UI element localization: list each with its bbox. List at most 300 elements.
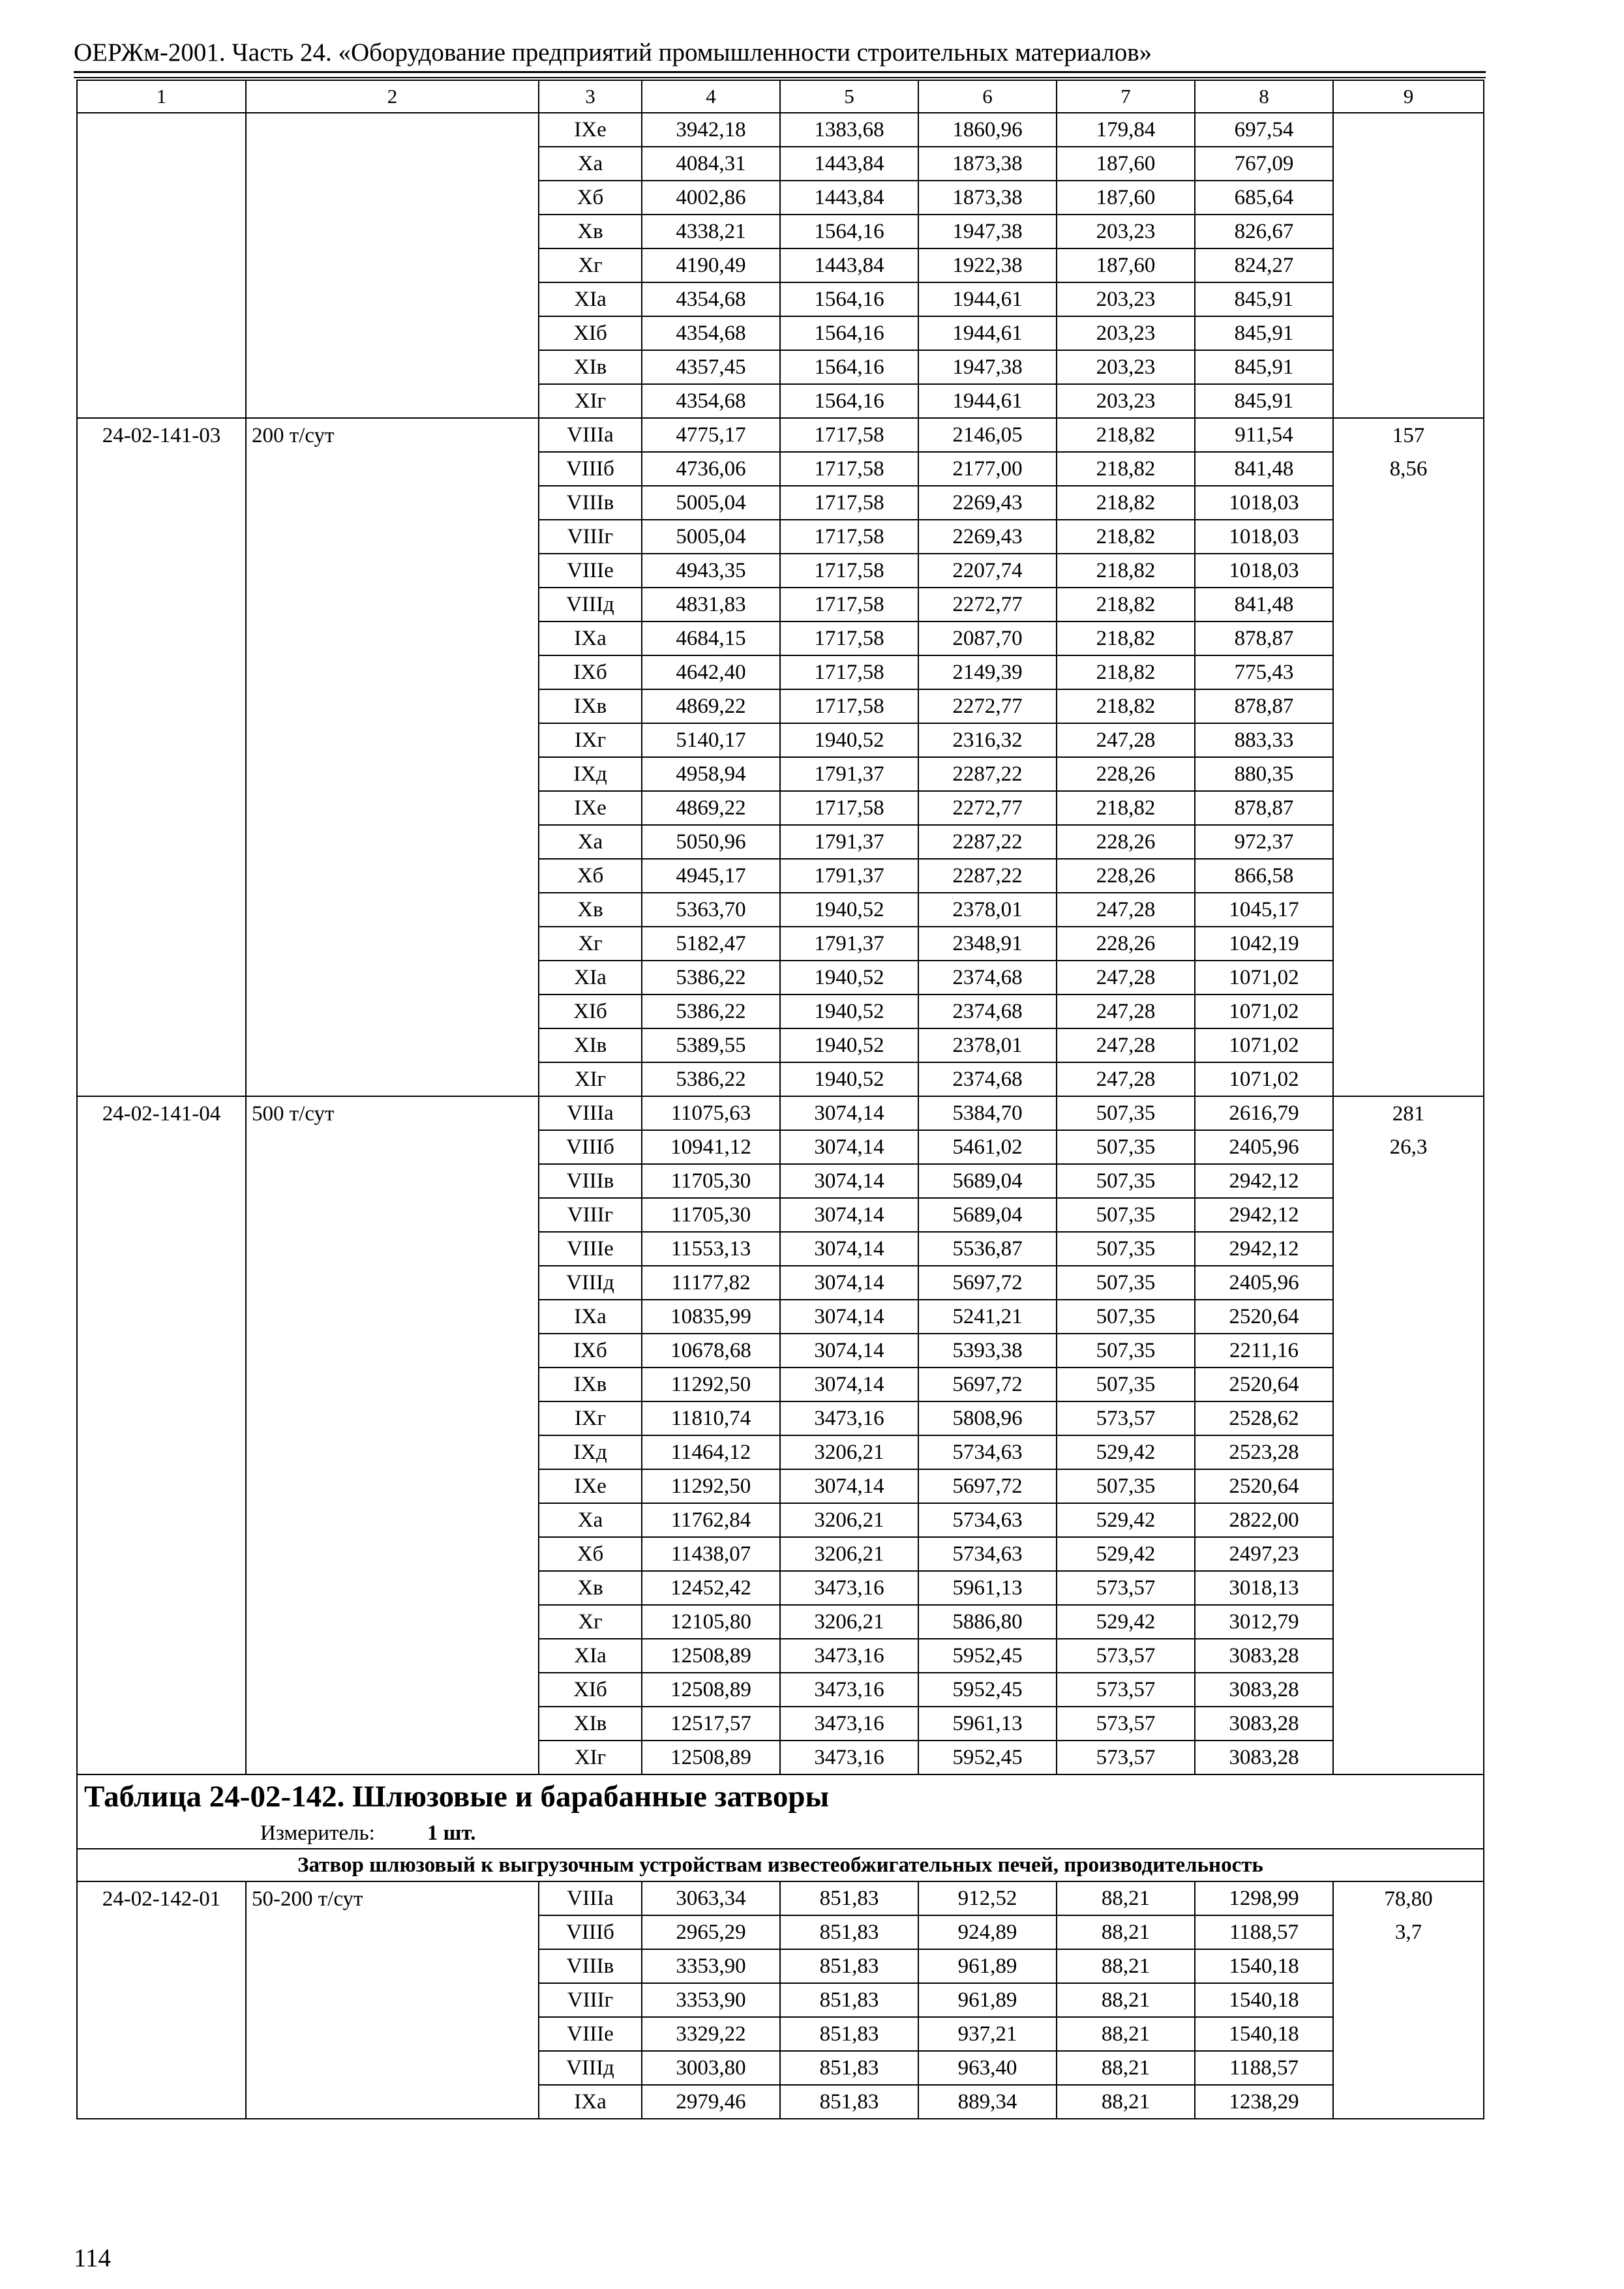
item-name (246, 2085, 539, 2119)
value-cell: 2374,68 (918, 995, 1057, 1028)
item-name (246, 520, 539, 554)
value-cell: 247,28 (1057, 961, 1195, 995)
item-code (77, 1571, 246, 1605)
zone-cell: IXв (539, 689, 642, 723)
value-cell: 507,35 (1057, 1266, 1195, 1300)
table-row (77, 995, 1484, 1028)
zone-cell: IXг (539, 1401, 642, 1435)
table-row (77, 1232, 1484, 1266)
item-name (246, 757, 539, 791)
value-cell: 2269,43 (918, 486, 1057, 520)
value-cell: 1443,84 (780, 147, 918, 181)
item-name (246, 1741, 539, 1774)
value-cell: 218,82 (1057, 655, 1195, 689)
value-cell: 228,26 (1057, 927, 1195, 961)
value-cell: 2272,77 (918, 588, 1057, 621)
table-row (77, 1881, 1484, 1915)
table-row (77, 1300, 1484, 1334)
value-cell: 4736,06 (642, 452, 780, 486)
extra-cell (1333, 927, 1484, 961)
value-cell: 963,40 (918, 2051, 1057, 2085)
value-cell: 1940,52 (780, 995, 918, 1028)
table-title: Таблица 24-02-142. Шлюзовые и барабанные затворы (77, 1774, 1484, 1818)
zone-cell: IXе (539, 113, 642, 147)
value-cell: 3083,28 (1195, 1639, 1333, 1673)
value-cell: 845,91 (1195, 350, 1333, 384)
value-cell: 1791,37 (780, 825, 918, 859)
item-code (77, 181, 246, 215)
item-name: 50-200 т/сут (246, 1881, 539, 1915)
value-cell: 1540,18 (1195, 1983, 1333, 2017)
item-name (246, 1469, 539, 1503)
value-cell: 5697,72 (918, 1469, 1057, 1503)
value-cell: 866,58 (1195, 859, 1333, 893)
item-name (246, 181, 539, 215)
value-cell: 1717,58 (780, 520, 918, 554)
value-cell: 851,83 (780, 1983, 918, 2017)
item-code (77, 384, 246, 418)
value-cell: 5808,96 (918, 1401, 1057, 1435)
extra-cell (1333, 2051, 1484, 2085)
value-cell: 573,57 (1057, 1673, 1195, 1707)
value-cell: 5393,38 (918, 1334, 1057, 1368)
value-cell: 3018,13 (1195, 1571, 1333, 1605)
value-cell: 3473,16 (780, 1707, 918, 1741)
value-cell: 1944,61 (918, 384, 1057, 418)
value-cell: 203,23 (1057, 215, 1195, 248)
table-row (77, 486, 1484, 520)
table-row (77, 384, 1484, 418)
table-row (77, 520, 1484, 554)
value-cell: 5952,45 (918, 1673, 1057, 1707)
value-cell: 3353,90 (642, 1949, 780, 1983)
zone-cell: XIв (539, 1707, 642, 1741)
column-number: 6 (918, 80, 1057, 113)
table-row (77, 554, 1484, 588)
value-cell: 2348,91 (918, 927, 1057, 961)
zone-cell: XIа (539, 282, 642, 316)
value-cell: 1188,57 (1195, 1915, 1333, 1949)
item-name (246, 1300, 539, 1334)
value-cell: 247,28 (1057, 995, 1195, 1028)
zone-cell: Xб (539, 181, 642, 215)
value-cell: 1443,84 (780, 248, 918, 282)
value-cell: 5689,04 (918, 1198, 1057, 1232)
value-cell: 218,82 (1057, 486, 1195, 520)
table-row (77, 282, 1484, 316)
item-code (77, 1949, 246, 1983)
item-name (246, 1266, 539, 1300)
value-cell: 3206,21 (780, 1537, 918, 1571)
zone-cell: VIIIб (539, 1130, 642, 1164)
value-cell: 218,82 (1057, 520, 1195, 554)
header-rule-thin (74, 77, 1486, 78)
item-name (246, 452, 539, 486)
value-cell: 11438,07 (642, 1537, 780, 1571)
value-cell: 826,67 (1195, 215, 1333, 248)
value-cell: 218,82 (1057, 554, 1195, 588)
value-cell: 851,83 (780, 1949, 918, 1983)
item-name (246, 1503, 539, 1537)
zone-cell: IXв (539, 1368, 642, 1401)
extra-cell (1333, 520, 1484, 554)
table-row (77, 1368, 1484, 1401)
value-cell: 2942,12 (1195, 1164, 1333, 1198)
value-cell: 841,48 (1195, 452, 1333, 486)
zone-cell: VIIIв (539, 1164, 642, 1198)
item-code (77, 588, 246, 621)
value-cell: 1540,18 (1195, 1949, 1333, 1983)
value-cell: 3206,21 (780, 1605, 918, 1639)
extra-cell (1333, 486, 1484, 520)
item-name (246, 384, 539, 418)
value-cell: 2523,28 (1195, 1435, 1333, 1469)
value-cell: 775,43 (1195, 655, 1333, 689)
zone-cell: VIIIа (539, 1096, 642, 1130)
item-name (246, 2051, 539, 2085)
extra-cell (1333, 1639, 1484, 1673)
item-code: 24-02-141-04 (77, 1096, 246, 1130)
value-cell: 4869,22 (642, 689, 780, 723)
value-cell: 3074,14 (780, 1300, 918, 1334)
value-cell: 961,89 (918, 1983, 1057, 2017)
item-code (77, 520, 246, 554)
zone-cell: XIг (539, 384, 642, 418)
table-row (77, 2017, 1484, 2051)
table-row (77, 248, 1484, 282)
value-cell: 3074,14 (780, 1266, 918, 1300)
item-name (246, 1368, 539, 1401)
value-cell: 3942,18 (642, 113, 780, 147)
extra-cell (1333, 1537, 1484, 1571)
item-name (246, 1062, 539, 1096)
extra-cell (1333, 961, 1484, 995)
value-cell: 5241,21 (918, 1300, 1057, 1334)
value-cell: 529,42 (1057, 1435, 1195, 1469)
value-cell: 883,33 (1195, 723, 1333, 757)
item-code (77, 248, 246, 282)
measure-cell (77, 1818, 1484, 1849)
value-cell: 11292,50 (642, 1368, 780, 1401)
value-cell: 5182,47 (642, 927, 780, 961)
value-cell: 573,57 (1057, 1639, 1195, 1673)
item-name (246, 1232, 539, 1266)
table-row (77, 825, 1484, 859)
table-row (77, 621, 1484, 655)
extra-cell (1333, 1368, 1484, 1401)
extra-cell (1333, 588, 1484, 621)
value-cell: 3353,90 (642, 1983, 780, 2017)
extra-cell: 26,3 (1333, 1130, 1484, 1164)
item-code (77, 893, 246, 927)
value-cell: 3074,14 (780, 1096, 918, 1130)
zone-cell: VIIIе (539, 1232, 642, 1266)
value-cell: 2287,22 (918, 757, 1057, 791)
item-code (77, 1435, 246, 1469)
value-cell: 12508,89 (642, 1673, 780, 1707)
item-name (246, 2017, 539, 2051)
zone-cell: VIIIв (539, 486, 642, 520)
value-cell: 1922,38 (918, 248, 1057, 282)
extra-cell (1333, 316, 1484, 350)
value-cell: 4831,83 (642, 588, 780, 621)
value-cell: 5734,63 (918, 1537, 1057, 1571)
value-cell: 3063,34 (642, 1881, 780, 1915)
measure-row (77, 1818, 1484, 1849)
header-rule (74, 71, 1486, 73)
value-cell: 218,82 (1057, 452, 1195, 486)
table-row (77, 1915, 1484, 1949)
value-cell: 880,35 (1195, 757, 1333, 791)
item-name (246, 1915, 539, 1949)
value-cell: 2272,77 (918, 791, 1057, 825)
value-cell: 2207,74 (918, 554, 1057, 588)
table-row (77, 1401, 1484, 1435)
item-name (246, 859, 539, 893)
value-cell: 203,23 (1057, 350, 1195, 384)
value-cell: 1944,61 (918, 282, 1057, 316)
extra-cell: 78,80 (1333, 1881, 1484, 1915)
item-name (246, 791, 539, 825)
value-cell: 507,35 (1057, 1334, 1195, 1368)
value-cell: 507,35 (1057, 1198, 1195, 1232)
value-cell: 2520,64 (1195, 1300, 1333, 1334)
table-row (77, 1334, 1484, 1368)
item-code (77, 859, 246, 893)
value-cell: 1873,38 (918, 147, 1057, 181)
item-code (77, 215, 246, 248)
value-cell: 218,82 (1057, 588, 1195, 621)
item-code (77, 655, 246, 689)
value-cell: 573,57 (1057, 1741, 1195, 1774)
value-cell: 2520,64 (1195, 1469, 1333, 1503)
table-row (77, 1707, 1484, 1741)
value-cell: 507,35 (1057, 1368, 1195, 1401)
value-cell: 11705,30 (642, 1164, 780, 1198)
extra-cell (1333, 181, 1484, 215)
zone-cell: VIIIе (539, 2017, 642, 2051)
extra-cell (1333, 757, 1484, 791)
value-cell: 5952,45 (918, 1741, 1057, 1774)
value-cell: 203,23 (1057, 384, 1195, 418)
item-code (77, 1503, 246, 1537)
value-cell: 5697,72 (918, 1368, 1057, 1401)
table-row (77, 791, 1484, 825)
item-code (77, 1639, 246, 1673)
extra-cell: 281 (1333, 1096, 1484, 1130)
zone-cell: IXб (539, 655, 642, 689)
zone-cell: Xа (539, 147, 642, 181)
value-cell: 3083,28 (1195, 1741, 1333, 1774)
item-code (77, 791, 246, 825)
table-row (77, 1949, 1484, 1983)
value-cell: 841,48 (1195, 588, 1333, 621)
value-cell: 1383,68 (780, 113, 918, 147)
value-cell: 911,54 (1195, 418, 1333, 452)
zone-cell: XIб (539, 1673, 642, 1707)
item-code (77, 350, 246, 384)
value-cell: 1018,03 (1195, 520, 1333, 554)
value-cell: 5734,63 (918, 1503, 1057, 1537)
value-cell: 2965,29 (642, 1915, 780, 1949)
value-cell: 2378,01 (918, 1028, 1057, 1062)
item-code (77, 316, 246, 350)
value-cell: 4684,15 (642, 621, 780, 655)
table-row (77, 1673, 1484, 1707)
value-cell: 11705,30 (642, 1198, 780, 1232)
value-cell: 4642,40 (642, 655, 780, 689)
zone-cell: VIIIв (539, 1949, 642, 1983)
table-row (77, 588, 1484, 621)
extra-cell (1333, 791, 1484, 825)
item-code (77, 452, 246, 486)
value-cell: 1947,38 (918, 350, 1057, 384)
zone-cell: IXд (539, 1435, 642, 1469)
item-code (77, 757, 246, 791)
value-cell: 507,35 (1057, 1300, 1195, 1334)
item-name (246, 1401, 539, 1435)
item-name (246, 1605, 539, 1639)
table-row (77, 1605, 1484, 1639)
item-code (77, 1368, 246, 1401)
zone-cell: IXе (539, 791, 642, 825)
page-number: 114 (74, 2244, 112, 2272)
table-row (77, 859, 1484, 893)
value-cell: 851,83 (780, 2085, 918, 2119)
value-cell: 889,34 (918, 2085, 1057, 2119)
value-cell: 5536,87 (918, 1232, 1057, 1266)
extra-cell (1333, 384, 1484, 418)
value-cell: 1298,99 (1195, 1881, 1333, 1915)
value-cell: 2211,16 (1195, 1334, 1333, 1368)
extra-cell (1333, 995, 1484, 1028)
value-cell: 1717,58 (780, 554, 918, 588)
value-cell: 12105,80 (642, 1605, 780, 1639)
value-cell: 529,42 (1057, 1537, 1195, 1571)
value-cell: 187,60 (1057, 248, 1195, 282)
item-name: 500 т/сут (246, 1096, 539, 1130)
extra-cell (1333, 2017, 1484, 2051)
value-cell: 2087,70 (918, 621, 1057, 655)
item-code (77, 723, 246, 757)
value-cell: 5050,96 (642, 825, 780, 859)
value-cell: 3329,22 (642, 2017, 780, 2051)
value-cell: 1717,58 (780, 689, 918, 723)
item-code (77, 1164, 246, 1198)
value-cell: 4945,17 (642, 859, 780, 893)
extra-cell (1333, 1435, 1484, 1469)
value-cell: 2374,68 (918, 1062, 1057, 1096)
table-row (77, 1639, 1484, 1673)
value-cell: 88,21 (1057, 1983, 1195, 2017)
item-name (246, 147, 539, 181)
value-cell: 507,35 (1057, 1232, 1195, 1266)
extra-cell: 3,7 (1333, 1915, 1484, 1949)
item-code (77, 1915, 246, 1949)
value-cell: 5386,22 (642, 961, 780, 995)
value-cell: 5952,45 (918, 1639, 1057, 1673)
value-cell: 851,83 (780, 2017, 918, 2051)
extra-cell (1333, 1503, 1484, 1537)
item-code (77, 1198, 246, 1232)
item-name (246, 689, 539, 723)
extra-cell: 157 (1333, 418, 1484, 452)
value-cell: 4775,17 (642, 418, 780, 452)
section-row (77, 1849, 1484, 1881)
value-cell: 228,26 (1057, 825, 1195, 859)
value-cell: 218,82 (1057, 791, 1195, 825)
value-cell: 12517,57 (642, 1707, 780, 1741)
value-cell: 1791,37 (780, 757, 918, 791)
table-row (77, 2085, 1484, 2119)
value-cell: 851,83 (780, 1881, 918, 1915)
extra-cell (1333, 1164, 1484, 1198)
zone-cell: VIIIд (539, 1266, 642, 1300)
value-cell: 1018,03 (1195, 554, 1333, 588)
value-cell: 2405,96 (1195, 1130, 1333, 1164)
zone-cell: XIа (539, 1639, 642, 1673)
value-cell: 1717,58 (780, 621, 918, 655)
table-row (77, 757, 1484, 791)
price-table (76, 80, 1484, 2119)
item-code (77, 486, 246, 520)
value-cell: 1071,02 (1195, 1062, 1333, 1096)
value-cell: 2979,46 (642, 2085, 780, 2119)
table-row (77, 1469, 1484, 1503)
item-name (246, 248, 539, 282)
extra-cell (1333, 350, 1484, 384)
value-cell: 88,21 (1057, 2085, 1195, 2119)
item-code (77, 1983, 246, 2017)
extra-cell (1333, 893, 1484, 927)
item-code (77, 1673, 246, 1707)
table-row (77, 1741, 1484, 1774)
value-cell: 1188,57 (1195, 2051, 1333, 2085)
zone-cell: IXа (539, 2085, 642, 2119)
value-cell: 878,87 (1195, 621, 1333, 655)
value-cell: 529,42 (1057, 1503, 1195, 1537)
value-cell: 12508,89 (642, 1639, 780, 1673)
zone-cell: XIб (539, 316, 642, 350)
value-cell: 845,91 (1195, 384, 1333, 418)
table-row (77, 215, 1484, 248)
item-name (246, 1164, 539, 1198)
table-row (77, 147, 1484, 181)
item-name (246, 825, 539, 859)
zone-cell: VIIIб (539, 1915, 642, 1949)
value-cell: 2149,39 (918, 655, 1057, 689)
value-cell: 2822,00 (1195, 1503, 1333, 1537)
value-cell: 11075,63 (642, 1096, 780, 1130)
value-cell: 1564,16 (780, 350, 918, 384)
table-row (77, 1164, 1484, 1198)
table-row (77, 1571, 1484, 1605)
value-cell: 5005,04 (642, 486, 780, 520)
table-row (77, 723, 1484, 757)
item-name (246, 1949, 539, 1983)
item-name (246, 1673, 539, 1707)
value-cell: 2405,96 (1195, 1266, 1333, 1300)
value-cell: 3012,79 (1195, 1605, 1333, 1639)
table-row (77, 181, 1484, 215)
zone-cell: IXа (539, 621, 642, 655)
value-cell: 2942,12 (1195, 1198, 1333, 1232)
value-cell: 1042,19 (1195, 927, 1333, 961)
zone-cell: Xг (539, 927, 642, 961)
value-cell: 2316,32 (918, 723, 1057, 757)
value-cell: 187,60 (1057, 147, 1195, 181)
value-cell: 845,91 (1195, 282, 1333, 316)
